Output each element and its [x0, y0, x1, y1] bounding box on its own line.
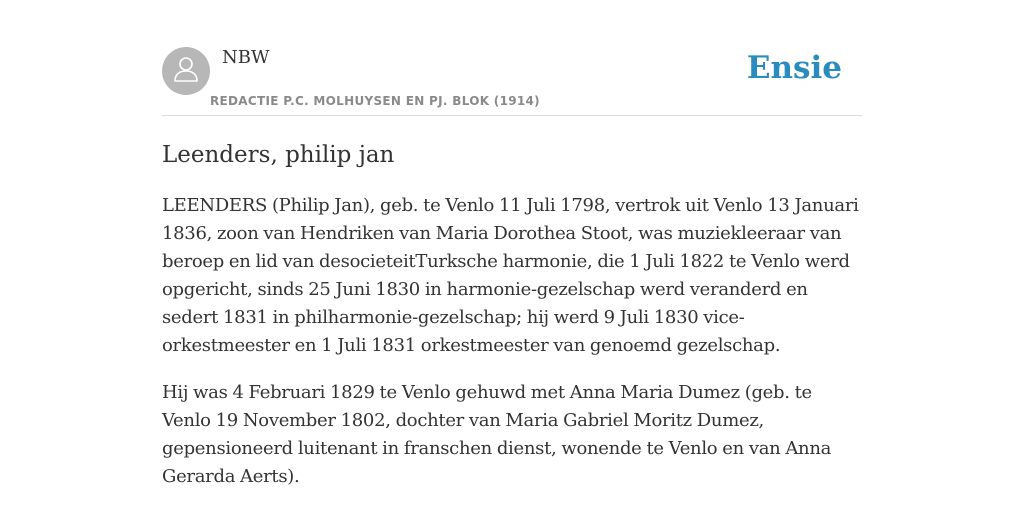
- source-avatar[interactable]: [162, 47, 210, 95]
- article-title: Leenders, philip jan: [162, 142, 395, 168]
- article-card: [162, 40, 862, 491]
- source-subtitle: REDACTIE P.C. MOLHUYSEN EN PJ. BLOK (1914): [210, 94, 540, 108]
- article-paragraph: LEENDERS (Philip Jan), geb. te Venlo 11 Juli 1798, vertrok uit Venlo 13 Januari 1836, zoon van Hendriken van Maria Dorothea Stoot, was muziekleeraar van beroep en lid van desocieteitTurksche harmonie, die 1 Juli 1822 te Venlo werd opgericht, sinds 25 Juni 1830 in harmonie-gezelschap werd veranderd en sedert 1831 in philharmonie-gezelschap; hij werd 9 Juli 1830 vice-orkestmeester en 1 Juli 1831 orkestmeester van genoemd gezelschap.: [162, 195, 859, 356]
- article-paragraph: Hij was 4 Februari 1829 te Venlo gehuwd met Anna Maria Dumez (geb. te Venlo 19 November 1802, dochter van Maria Gabriel Moritz Dumez, gepensioneerd luitenant in franschen dienst, wonende te Venlo en van Anna Gerarda Aerts).: [162, 382, 832, 487]
- source-header: [162, 40, 862, 116]
- ensie-logo-link[interactable]: Ensie: [746, 50, 842, 86]
- user-icon: [172, 54, 200, 89]
- source-name[interactable]: NBW: [222, 47, 270, 68]
